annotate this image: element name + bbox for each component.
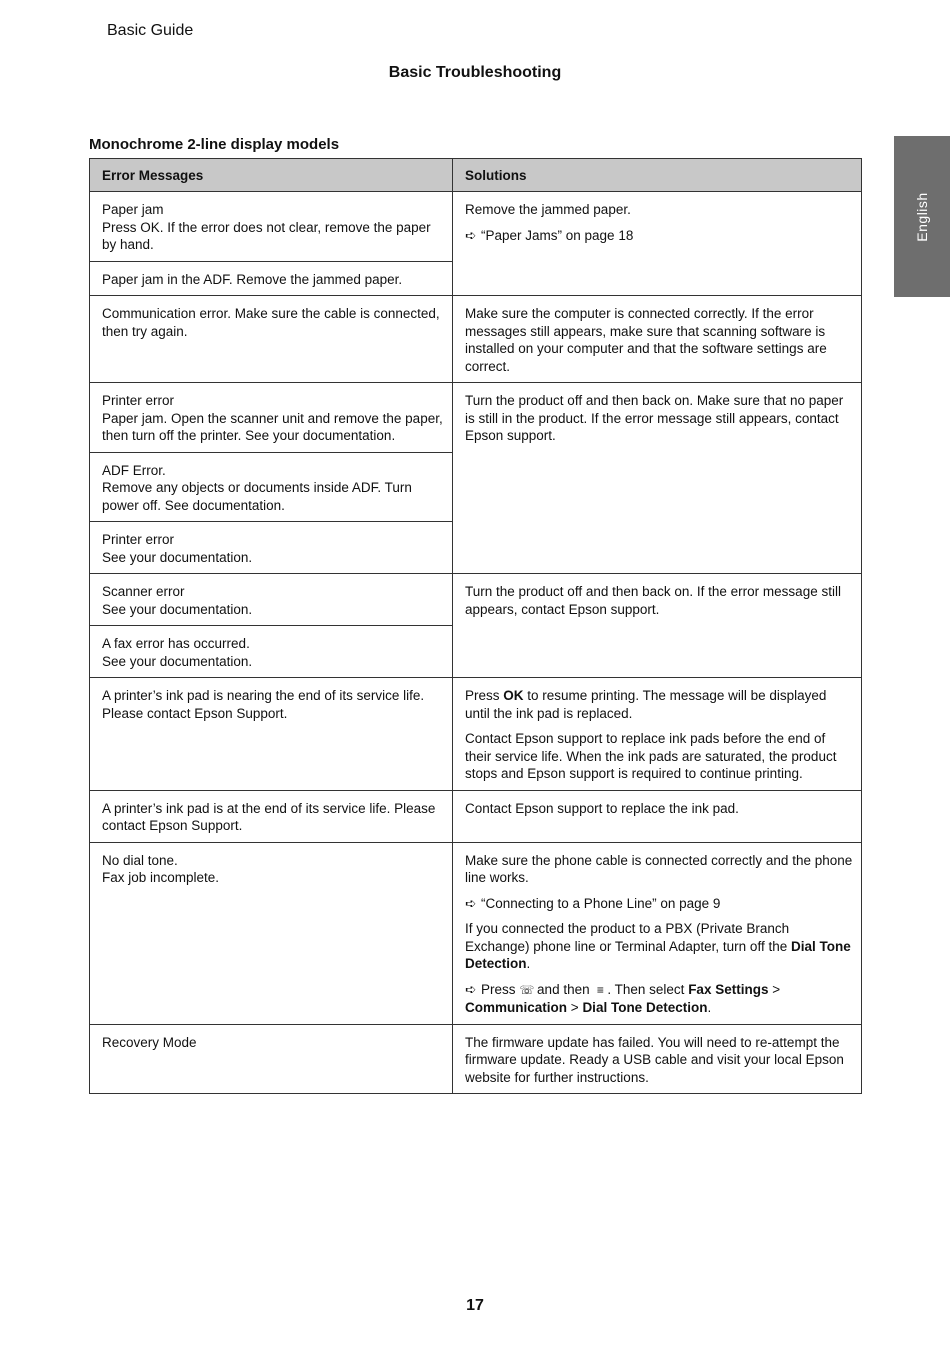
error-message-cell: Communication error. Make sure the cable is connected, then try again. [90,296,453,383]
solution-cell [453,678,862,791]
error-message-line: Printer error [102,532,175,547]
fax-mode-icon: ☏ [519,982,535,997]
solution-cell: Turn the product off and then back on. Make sure that no paper is still in the product. If the error message still appears, contact Epson support. [453,383,862,574]
error-message-line: A fax error has occurred. [102,636,250,651]
solution-reference: ➪ Press ☏ and then ≡ . Then select Fax Settings > Communication > Dial Tone Detection. [465,981,781,1015]
error-message-line: Paper jam. Open the scanner unit and remove the paper, then turn off the printer. See your documentation. [102,410,443,443]
error-message-line: No dial tone. [102,852,178,868]
error-message-line: Scanner error [102,584,185,599]
error-message-line: See your documentation. [102,653,253,669]
section-title: Basic Troubleshooting [388,64,562,81]
reference-link[interactable]: “Paper Jams” on page 18 [481,227,634,243]
right-arrow-icon: ➪ [465,227,477,243]
solution-reference [465,227,853,245]
table-title: Monochrome 2-line display models [89,136,340,153]
solution-cell: Turn the product off and then back on. If the error message still appears, contact Epson support. [453,574,862,678]
solution-cell: Make sure the computer is connected correctly. If the error messages still appears, make sure that scanning software is installed on your computer and that the software settings are correct. [453,296,862,383]
error-message-cell: A printer’s ink pad is at the end of its service life. Please contact Epson Support. [90,790,453,842]
solution-text: Remove the jammed paper. [465,202,631,217]
table-row [90,1024,862,1094]
error-message-cell: A printer’s ink pad is nearing the end of its service life. Please contact Epson Support. [90,678,453,791]
error-message-cell [90,574,453,626]
error-message-line: Printer error [102,393,175,408]
right-arrow-icon: ➪ [465,895,477,911]
table-row [90,842,862,1024]
column-header-messages: Error Messages [90,159,453,192]
right-arrow-icon: ➪ [465,981,477,997]
table-row [90,296,862,383]
menu-icon: ≡ [596,982,604,997]
error-message-line: See your documentation. [102,549,253,565]
error-message-cell [90,842,453,1024]
table-row [90,574,862,626]
page-number: 17 [466,1297,484,1314]
error-message-cell [90,383,453,453]
error-message-cell: Recovery Mode [90,1024,453,1094]
language-tab-label: English [914,191,930,242]
error-message-cell: Paper jam in the ADF. Remove the jammed paper. [90,261,453,296]
error-message-line: Press OK. If the error does not clear, remove the paper by hand. [102,219,431,252]
running-header: Basic Guide [107,22,194,39]
error-message-line: See your documentation. [102,601,253,617]
error-message-line: ADF Error. [102,462,166,478]
solution-reference [465,895,853,913]
reference-link[interactable]: “Connecting to a Phone Line” on page 9 [481,895,721,911]
error-message-cell [90,192,453,262]
error-message-line: Paper jam [102,202,164,217]
table-row [90,790,862,842]
solution-cell: Contact Epson support to replace the ink pad. [453,790,862,842]
table-row [90,678,862,791]
solution-text: Make sure the phone cable is connected correctly and the phone line works. [465,852,853,885]
solution-text: Contact Epson support to replace ink pads before the end of their service life. When the ink pads are saturated, the product stops and Epson support is required to continue printing. [465,731,837,781]
error-message-cell [90,452,453,522]
error-message-cell [90,626,453,678]
language-tab [894,136,950,297]
table-row [90,192,862,262]
error-messages-table [89,158,862,1094]
column-header-solutions: Solutions [453,159,862,192]
solution-cell [453,842,862,1024]
solution-text: Press OK to resume printing. The message will be displayed until the ink pad is replaced. [465,688,827,721]
error-message-cell [90,522,453,574]
table-row [90,383,862,453]
solution-cell [453,192,862,296]
error-message-line: Fax job incomplete. [102,870,220,885]
error-message-line: Remove any objects or documents inside ADF. Turn power off. See documentation. [102,480,412,513]
table-header-row [90,159,862,192]
solution-cell: The firmware update has failed. You will need to re-attempt the firmware update. Ready a USB cable and visit your local Epson website for further instructions. [453,1024,862,1094]
solution-text: If you connected the product to a PBX (Private Branch Exchange) phone line or Terminal Adapter, turn off the Dial Tone Detection. [465,921,851,971]
